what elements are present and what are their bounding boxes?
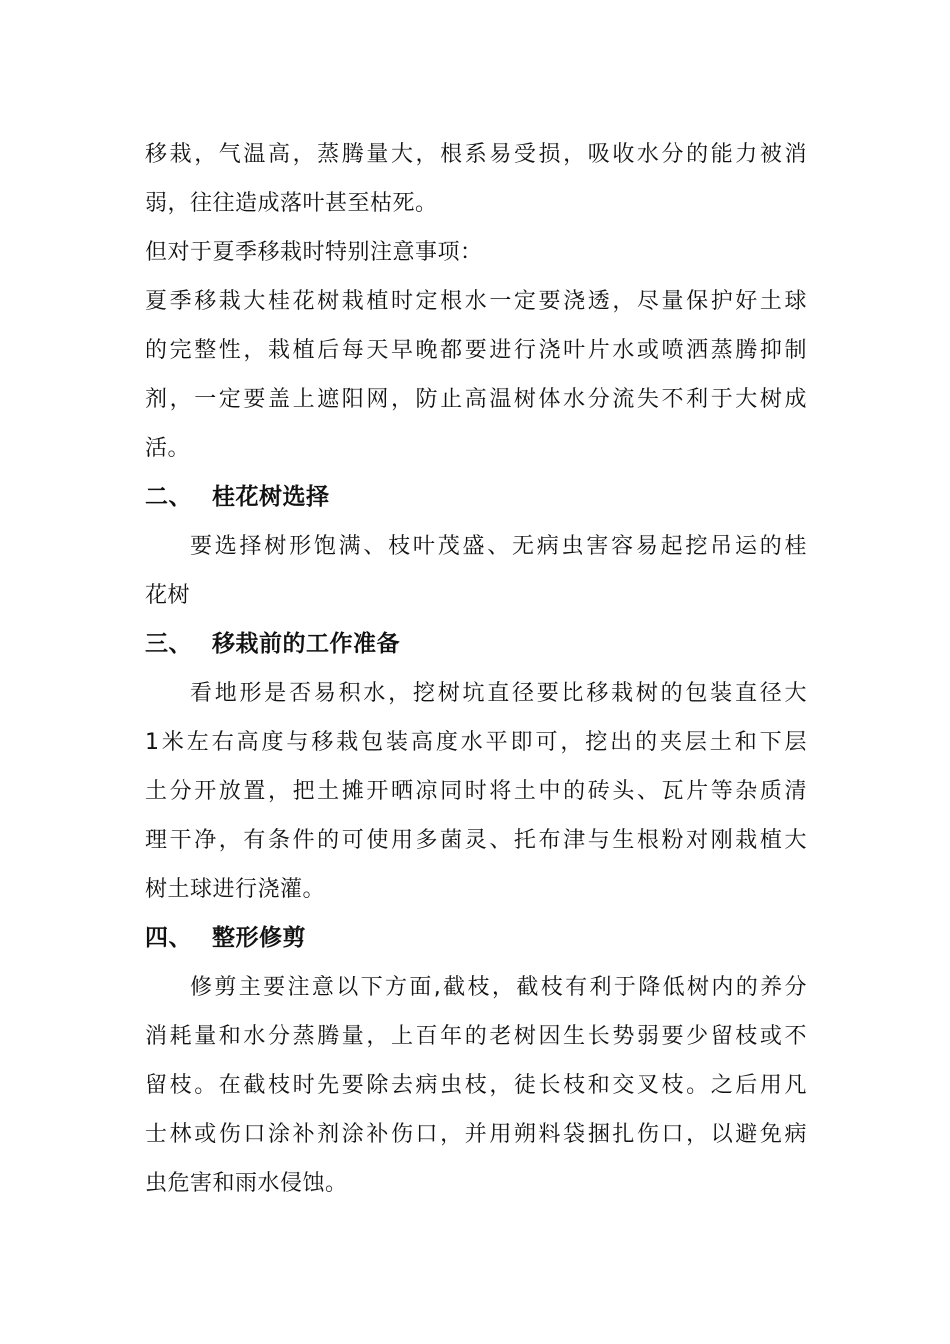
document-body (145, 130, 807, 1208)
text-line: 活。 (145, 436, 191, 461)
section-number: 四、 (145, 925, 192, 951)
text-line: 1米左右高度与移栽包装高度水平即可，挖出的夹层土和下层 (145, 730, 807, 755)
section-pruning (145, 914, 807, 1208)
text-line: 移栽，气温高，蒸腾量大，根系易受损，吸收水分的能力被消 (145, 142, 807, 167)
text-line: 修剪主要注意以下方面,截枝，截枝有利于降低树内的养分 (190, 975, 807, 1000)
text-line: 士林或伤口涂补剂涂补伤口，并用朔料袋捆扎伤口，以避免病 (145, 1122, 807, 1147)
text-line: 但对于夏季移栽时特别注意事项： (145, 240, 483, 265)
paragraph-summer-notes (145, 277, 807, 473)
text-line: 的完整性，栽植后每天早晚都要进行浇叶片水或喷洒蒸腾抑制 (145, 338, 807, 363)
text-line: 理干净，有条件的可使用多菌灵、托布津与生根粉对刚栽植大 (145, 828, 807, 853)
section-title: 桂花树选择 (212, 484, 330, 510)
text-line: 弱，往往造成落叶甚至枯死。 (145, 191, 438, 216)
section-heading (145, 620, 807, 669)
section-heading (145, 473, 807, 522)
text-line: 要选择树形饱满、枝叶茂盛、无病虫害容易起挖吊运的桂 (190, 534, 807, 559)
section-heading (145, 914, 807, 963)
text-line: 树土球进行浇灌。 (145, 877, 326, 902)
section-number: 二、 (145, 484, 192, 510)
text-line: 虫危害和雨水侵蚀。 (145, 1171, 348, 1196)
section-number: 三、 (145, 631, 192, 657)
text-line: 土分开放置，把土摊开晒凉同时将土中的砖头、瓦片等杂质清 (145, 779, 807, 804)
section-tree-selection (145, 473, 807, 620)
section-title: 移栽前的工作准备 (212, 631, 400, 657)
paragraph-summer-notes-intro (145, 228, 807, 277)
section-preparation (145, 620, 807, 914)
text-line: 夏季移栽大桂花树栽植时定根水一定要浇透，尽量保护好土球 (145, 289, 807, 314)
text-line: 消耗量和水分蒸腾量，上百年的老树因生长势弱要少留枝或不 (145, 1024, 807, 1049)
section-title: 整形修剪 (212, 925, 306, 951)
paragraph-summer-transplant-risk (145, 130, 807, 228)
text-line: 留枝。在截枝时先要除去病虫枝，徒长枝和交叉枝。之后用凡 (145, 1073, 807, 1098)
text-line: 剂，一定要盖上遮阳网，防止高温树体水分流失不利于大树成 (145, 387, 807, 412)
text-line: 看地形是否易积水，挖树坑直径要比移栽树的包装直径大 (190, 681, 807, 706)
text-line: 花树 (145, 583, 191, 608)
